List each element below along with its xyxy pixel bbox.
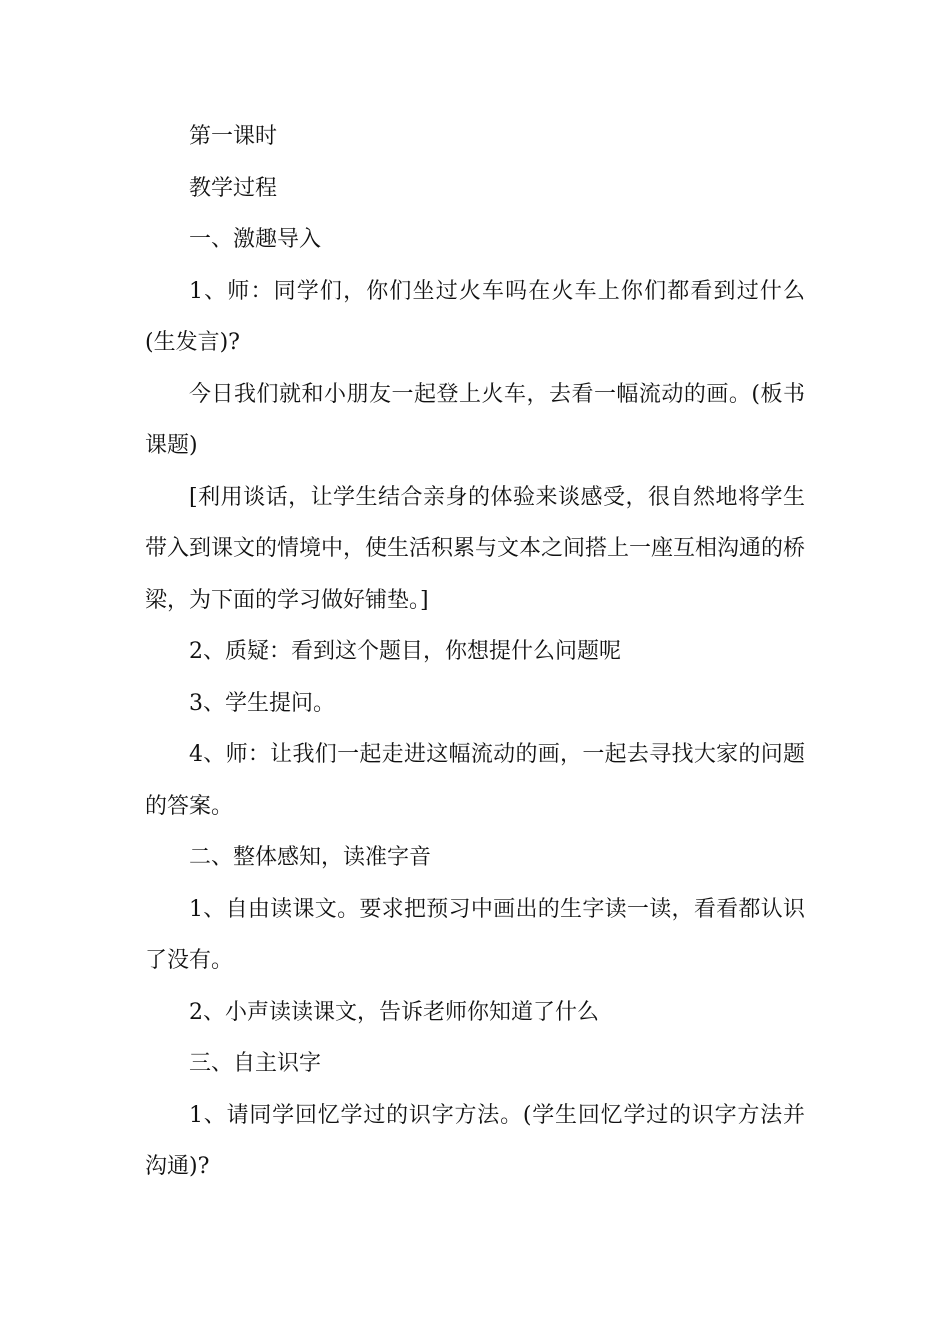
body-paragraph: [利用谈话，让学生结合亲身的体验来谈感受，很自然地将学生带入到课文的情境中，使生活积累与文本之间搭上一座互相沟通的桥梁，为下面的学习做好铺垫。] (145, 484, 806, 613)
lesson-heading: 第一课时 (189, 124, 278, 149)
body-paragraph: 2、质疑：看到这个题目，你想提什么问题呢 (189, 639, 621, 664)
body-paragraph: 3、学生提问。 (189, 690, 335, 716)
section-heading: 二、整体感知，读准字音 (189, 845, 432, 870)
section-heading: 三、自主识字 (189, 1051, 322, 1076)
body-paragraph: 1、请同学回忆学过的识字方法。(学生回忆学过的识字方法并沟通)? (145, 1102, 805, 1179)
section-heading: 一、激趣导入 (189, 227, 322, 252)
body-paragraph: 今日我们就和小朋友一起登上火车，去看一幅流动的画。(板书课题) (145, 381, 805, 458)
body-paragraph: 1、师：同学们，你们坐过火车吗在火车上你们都看到过什么(生发言)? (145, 278, 805, 355)
section-heading: 教学过程 (189, 175, 278, 201)
body-paragraph: 2、小声读读课文，告诉老师你知道了什么 (189, 999, 599, 1025)
document-body (145, 111, 805, 1193)
body-paragraph: 4、师：让我们一起走进这幅流动的画，一起去寻找大家的问题的答案。 (145, 742, 805, 819)
body-paragraph: 1、自由读课文。要求把预习中画出的生字读一读，看看都认识了没有。 (145, 896, 805, 973)
